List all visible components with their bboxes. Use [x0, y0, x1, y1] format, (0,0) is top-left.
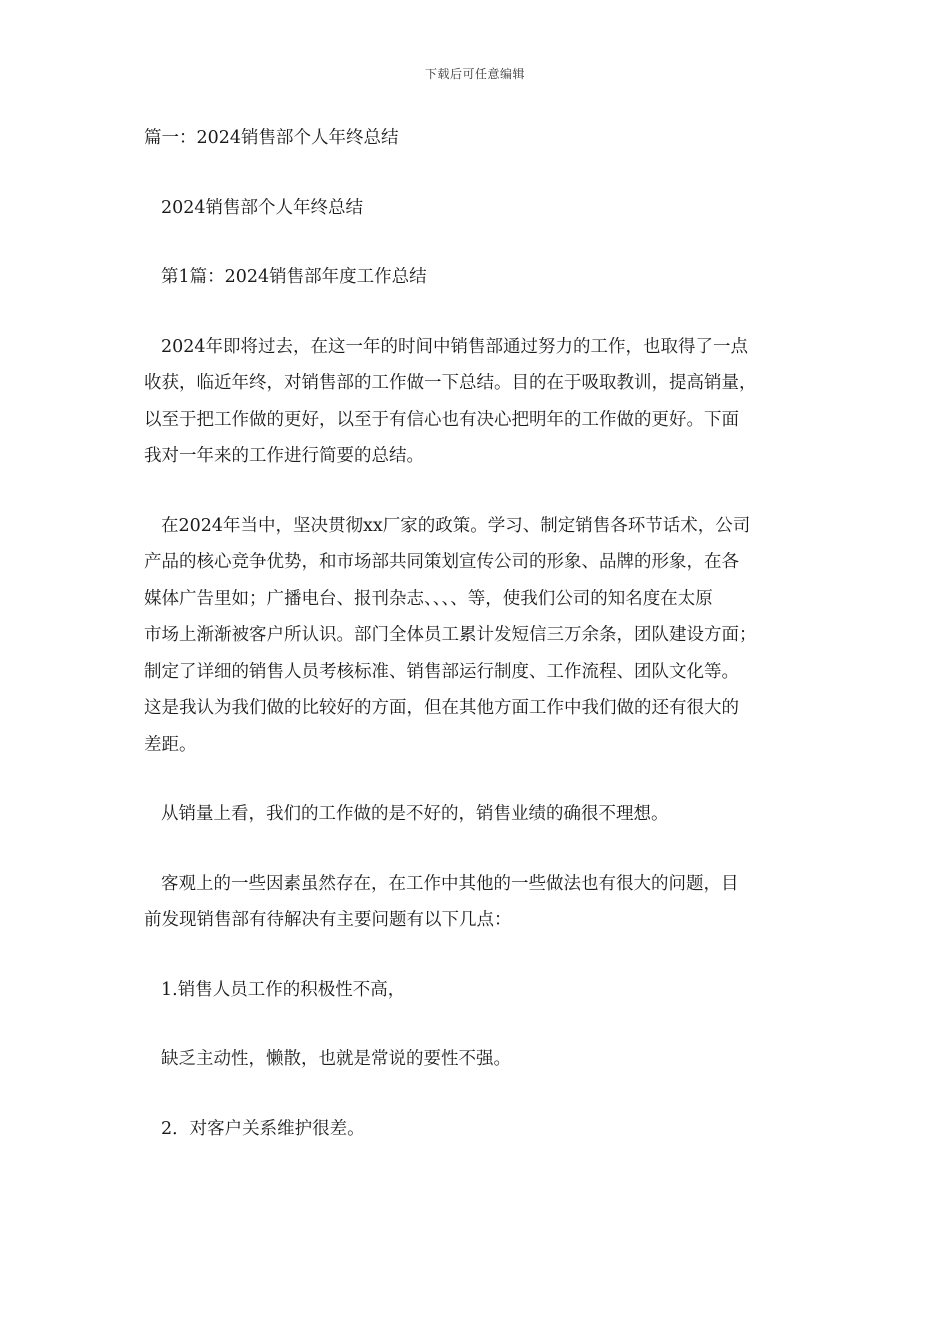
paragraph-2: [144, 508, 814, 764]
page-header: 下载后可任意编辑: [424, 67, 525, 81]
paragraph-line: 制定了详细的销售人员考核标准、销售部运行制度、工作流程、团队文化等。: [144, 661, 739, 682]
paragraph-line: 在2024年当中，坚决贯彻xx厂家的政策。学习、制定销售各环节话术，公司: [161, 515, 751, 536]
document-title: 篇一：2024销售部个人年终总结: [144, 128, 399, 148]
paragraph-line: 客观上的一些因素虽然存在，在工作中其他的一些做法也有很大的问题，目: [161, 873, 739, 894]
document-body: [144, 120, 814, 1180]
document-subtitle: 2024销售部个人年终总结: [161, 197, 364, 218]
paragraph-4: [144, 866, 814, 939]
paragraph-line: 差距。: [144, 734, 197, 755]
list-item-2: 2．对客户关系维护很差。: [161, 1118, 365, 1139]
list-item-1-detail: 缺乏主动性，懒散，也就是常说的要性不强。: [161, 1049, 511, 1069]
paragraph-line: 前发现销售部有待解决有主要问题有以下几点：: [144, 910, 512, 930]
paragraph-line: 2024年即将过去，在这一年的时间中销售部通过努力的工作，也取得了一点: [161, 336, 749, 357]
paragraph-line: 市场上渐渐被客户所认识。部门全体员工累计发短信三万余条，团队建设方面；: [144, 625, 757, 645]
paragraph-1: [144, 329, 814, 475]
list-item-1: 1.销售人员工作的积极性不高，: [161, 979, 406, 1000]
section-heading: 第1篇：2024销售部年度工作总结: [161, 267, 427, 287]
paragraph-line: 这是我认为我们做的比较好的方面，但在其他方面工作中我们做的还有很大的: [144, 698, 739, 718]
paragraph-line: 产品的核心竞争优势，和市场部共同策划宣传公司的形象、品牌的形象，在各: [144, 552, 739, 572]
paragraph-line: 我对一年来的工作进行简要的总结。: [144, 446, 424, 466]
paragraph-3: 从销量上看，我们的工作做的是不好的，销售业绩的确很不理想。: [161, 804, 669, 824]
paragraph-line: 媒体广告里如；广播电台、报刊杂志、、、、等，使我们公司的知名度在太原: [144, 588, 713, 609]
paragraph-line: 以至于把工作做的更好，以至于有信心也有决心把明年的工作做的更好。下面: [144, 409, 739, 430]
paragraph-line: 收获，临近年终，对销售部的工作做一下总结。目的在于吸取教训，提高销量，: [144, 373, 757, 393]
